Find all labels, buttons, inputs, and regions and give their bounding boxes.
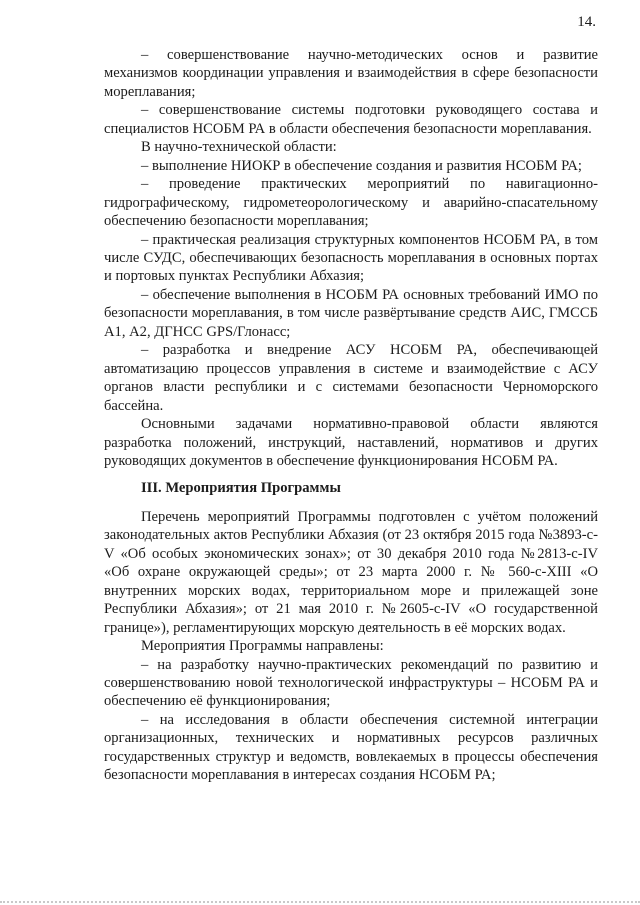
paragraph: – практическая реализация структурных компонентов НСОБМ РА, в том числе СУДС, обеспечивающих безопасность мореплавания в основных портах и портовых пунктах Республики Абхазия; — [104, 231, 598, 285]
paragraph: Основными задачами нормативно-правовой области являются разработка положений, инструкций, наставлений, нормативов и других руководящих документов в обеспечение функционирования НСОБМ РА. — [104, 416, 598, 469]
paragraph: – обеспечение выполнения в НСОБМ РА основных требований ИМО по безопасности мореплавания, в том числе развёртывание средств АИС, ГМССБ А1, А2, ДГНСС GPS/Глонасс; — [104, 286, 598, 340]
paragraph: – на разработку научно-практических рекомендаций по развитию и совершенствованию новой технологической инфраструктуры – НСОБМ РА и обеспечению её функционирования; — [104, 656, 598, 710]
paragraph: – на исследования в области обеспечения системной интеграции организационных, технических и нормативных ресурсов различных государственных структур и ведомств, вовлекаемых в процессы обеспечения безопасности мореплавания в интересах создания НСОБМ РА; — [104, 711, 598, 784]
paragraph: Мероприятия Программы направлены: — [141, 638, 384, 655]
page-number: 14. — [577, 14, 596, 30]
scan-edge-artifact — [0, 901, 640, 903]
paragraph: – проведение практических мероприятий по навигационно-гидрографическому, гидрометеорологическому и аварийно-спасательному обеспечению безопасности мореплавания; — [104, 176, 598, 230]
paragraph: – совершенствование системы подготовки руководящего состава и специалистов НСОБМ РА в области обеспечения безопасности мореплавания. — [104, 102, 598, 137]
paragraph: – разработка и внедрение АСУ НСОБМ РА, обеспечивающей автоматизацию процессов управления в системе и взаимодействие с АСУ органов власти республики и с системами безопасности Черноморского бассейна. — [104, 342, 598, 414]
paragraph: Перечень мероприятий Программы подготовлен с учётом положений законодательных актов Республики Абхазия (от 23 октября 2015 года №3893-с-V «Об особых экономических зонах»; от 30 декабря 2010 года №2813-с-IV «Об охране окружающей среды»; от 23 марта 2000 г. № 560-с-XIII «О внутренних морских водах, территориальном море и прилежащей зоне Республики Абхазия»; от 21 мая 2010 г. №2605-с-IV «О государственной границе»), регламентирующих морскую деятельность в её морских водах. — [104, 508, 598, 636]
document-body — [104, 46, 598, 785]
section-heading: III. Мероприятия Программы — [141, 480, 341, 497]
paragraph: – совершенствование научно-методических основ и развитие механизмов координации управления и взаимодействия в сфере безопасности мореплавания; — [104, 47, 598, 100]
paragraph: В научно-технической области: — [141, 139, 337, 156]
paragraph: – выполнение НИОКР в обеспечение создания и развития НСОБМ РА; — [141, 157, 582, 174]
